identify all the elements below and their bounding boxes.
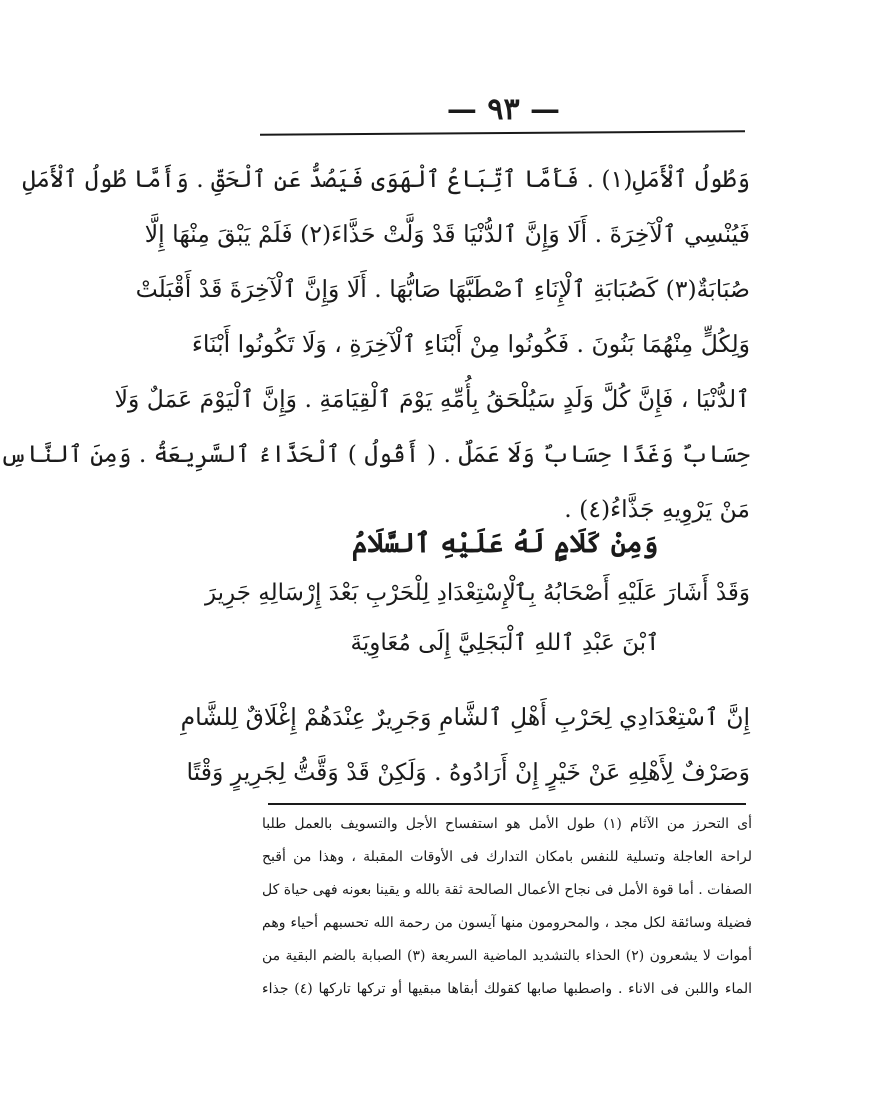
footnotes xyxy=(262,808,752,1006)
body-line: حِسَابٌ وَغَدًا حِسَابٌ وَلَا عَمَلٌ . ( أَقُولُ ) ٱلْحَذَّاءُ ٱلسَّرِيعَةُ . وَمِنَ ٱلنَّاسِ xyxy=(0,440,750,468)
footnote-line: الصفات . أما قوة الأمل فى نجاح الأعمال الصالحة ثقة بالله و يقينا بعونه فهى حياة كل xyxy=(262,882,752,898)
footnote-line: فضيلة وسائقة لكل مجد ، والمحرومون منها آيسون من رحمة الله تحسبهم أحياء وهم xyxy=(262,915,752,931)
body-line: وَلِكُلٍّ مِنْهُمَا بَنُونَ . فَكُونُوا مِنْ أَبْنَاءِ ٱلْآخِرَةِ ، وَلَا تَكُونُوا أَبْنَاءَ xyxy=(191,330,750,358)
page-number: — ٩٣ — xyxy=(446,92,561,127)
header-rule xyxy=(260,130,745,135)
body-line: وَصَرْفٌ لِأَهْلِهِ عَنْ خَيْرٍ إِنْ أَرَادُوهُ . وَلَكِنْ قَدْ وَقَّتُّ لِجَرِيرٍ وَقْتًا xyxy=(186,758,750,786)
body-line: فَيُنْسِي ٱلْآخِرَةَ . أَلَا وَإِنَّ ٱلدُّنْيَا قَدْ وَلَّتْ حَذَّاءَ(٢) فَلَمْ يَبْقَ مِنْهَا إِلَّا xyxy=(144,220,750,248)
footnote-line: أموات لا يشعرون (٢) الحذاء بالتشديد الماضية السريعة (٣) الصبابة بالضم البقية من xyxy=(262,948,752,964)
footnote-line: الماء واللبن فى الاناء . واصطبها صابها كقولك أبقاها مبقيها أو تركها تاركها (٤) جذاء xyxy=(262,981,753,997)
body-text xyxy=(0,152,750,537)
footnote-line: لراحة العاجلة وتسلية للنفس بامكان التدارك فى الأوقات المقبلة ، وهذا من أقبح xyxy=(262,849,752,865)
body-line: وَطُولُ ٱلْأَمَلِ(١) . فَأَمَّا ٱتِّبَاعُ ٱلْهَوَى فَيَصُدُّ عَنِ ٱلْحَقِّ . وَأَمَّا طُولُ ٱلْأَمَلِ xyxy=(22,165,750,193)
section-subheading: ٱبْنَ عَبْدِ ٱللهِ ٱلْبَجَلِيَّ إِلَى مُعَاوِيَةَ xyxy=(350,630,660,656)
section-subheading: وَقَدْ أَشَارَ عَلَيْهِ أَصْحَابُهُ بِٱلْإِسْتِعْدَادِ لِلْحَرْبِ بَعْدَ إِرْسَالِهِ جَرِيرَ xyxy=(204,580,750,606)
section-heading: وَمِنْ كَلَامٍ لَهُ عَلَيْهِ ٱلسَّلَامُ xyxy=(351,528,659,559)
footnote-line: أى التحرز من الآثام (١) طول الأمل هو استفساح الأجل والتسويف بالعمل طلبا xyxy=(262,816,752,832)
body-text-continued xyxy=(180,690,750,800)
body-line: إِنَّ ٱسْتِعْدَادِي لِحَرْبِ أَهْلِ ٱلشَّامِ وَجَرِيرٌ عِنْدَهُمْ إِغْلَاقٌ لِلشَّامِ xyxy=(180,703,750,731)
body-line: ٱلدُّنْيَا ، فَإِنَّ كُلَّ وَلَدٍ سَيُلْحَقُ بِأُمِّهِ يَوْمَ ٱلْقِيَامَةِ . وَإِنَّ ٱلْيَوْمَ عَمَلٌ وَلَا xyxy=(114,385,750,413)
body-line: مَنْ يَرْوِيهِ جَذَّاءُ(٤) . xyxy=(564,495,750,523)
footnote-rule xyxy=(268,803,746,805)
body-line: صُبَابَةٌ(٣) كَصُبَابَةِ ٱلْإِنَاءِ ٱصْطَبَّهَا صَابُّهَا . أَلَا وَإِنَّ ٱلْآخِرَةَ قَدْ أَقْبَلَتْ xyxy=(135,275,750,303)
